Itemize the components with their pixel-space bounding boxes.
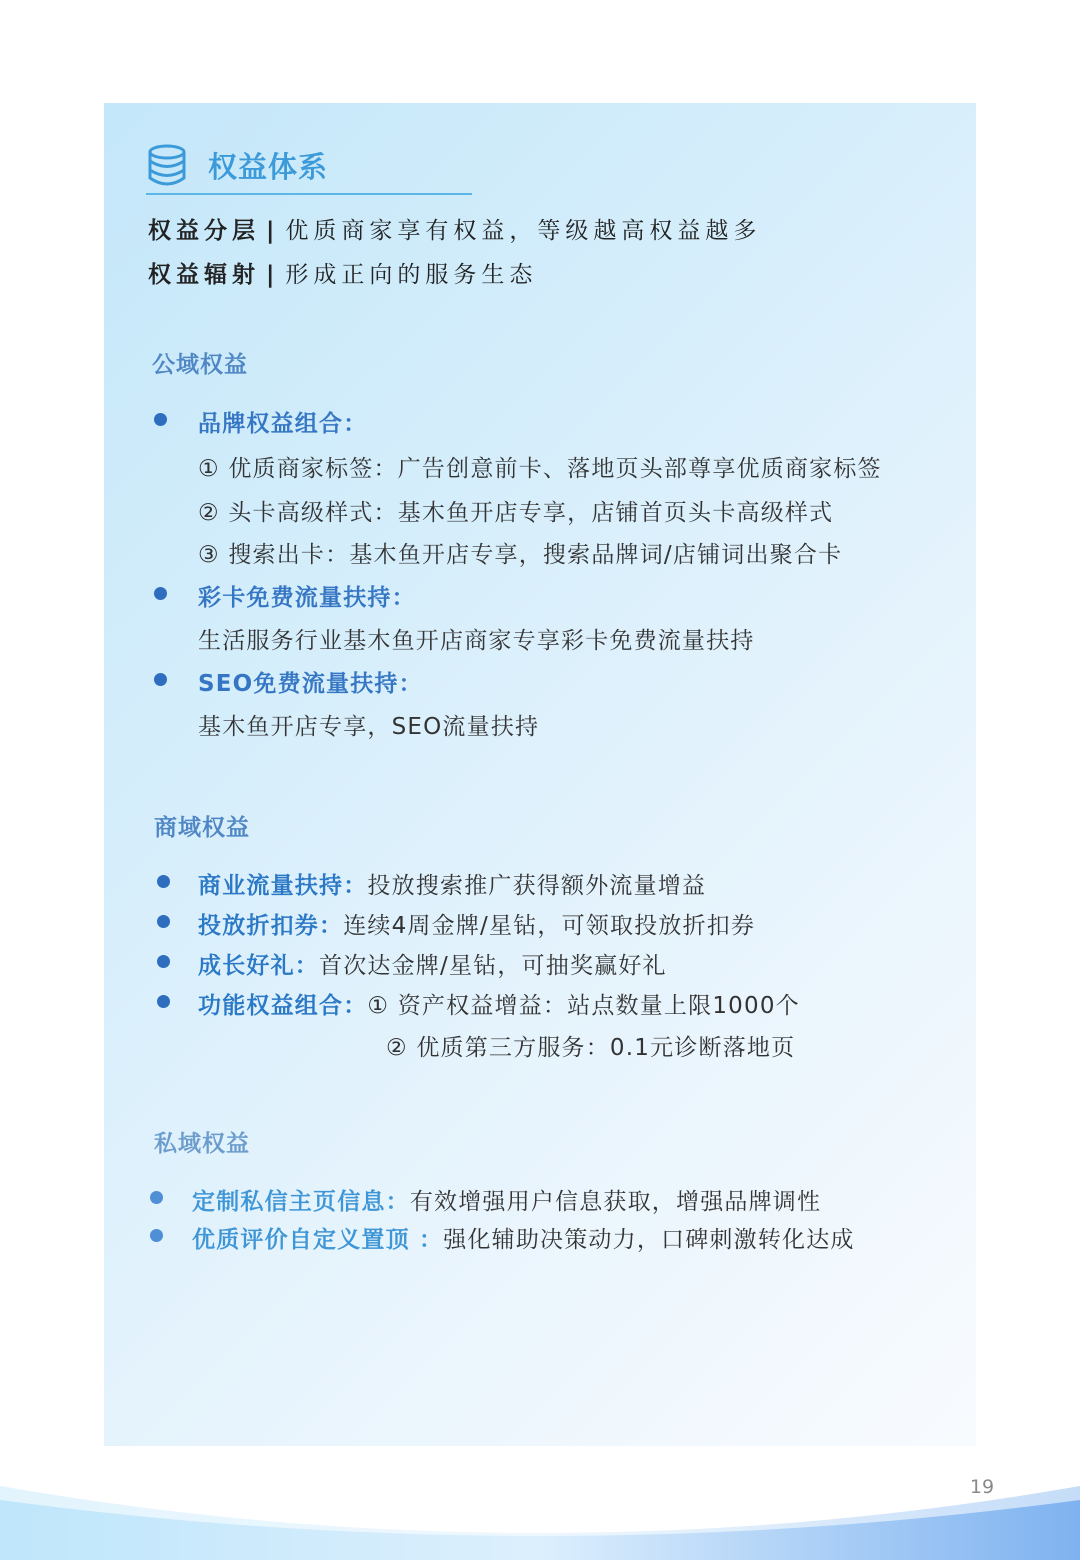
- bullet-icon: [157, 915, 170, 928]
- intro-label: 权益辐射: [148, 262, 260, 288]
- section-title-public: 公域权益: [152, 352, 248, 378]
- intro-text: 优质商家享有权益，等级越高权益越多: [285, 218, 762, 244]
- list-item: [198, 867, 706, 900]
- title-underline: [146, 193, 472, 195]
- list-item-sub: ③ 搜索出卡：基木鱼开店专享，搜索品牌词/店铺词出聚合卡: [198, 542, 843, 568]
- database-icon: [146, 143, 188, 187]
- section-title-commerce: 商域权益: [154, 815, 250, 841]
- intro-text: 形成正向的服务生态: [285, 262, 538, 288]
- list-item-text: 有效增强用户信息获取，增强品牌调性: [409, 1189, 822, 1215]
- list-item-text: 投放搜索推广获得额外流量增益: [367, 873, 707, 899]
- intro-line: [148, 212, 761, 245]
- list-item-label: 商业流量扶持：: [198, 873, 368, 899]
- bullet-icon: [157, 995, 170, 1008]
- list-item: [198, 987, 800, 1020]
- list-item-label: 成长好礼：: [198, 953, 319, 979]
- intro-line: [148, 256, 537, 289]
- bullet-icon: [154, 673, 167, 686]
- intro-label: 权益分层: [148, 218, 260, 244]
- list-item-text: 首次达金牌/星钻，可抽奖赢好礼: [319, 953, 667, 979]
- bullet-icon: [154, 587, 167, 600]
- bullet-icon: [157, 875, 170, 888]
- intro-separator: |: [266, 262, 280, 288]
- section-header: [146, 140, 328, 190]
- list-item-sub: ② 头卡高级样式：基木鱼开店专享，店铺首页头卡高级样式: [198, 500, 834, 526]
- list-item: [198, 907, 755, 940]
- list-item-text: ② 优质第三方服务：0.1元诊断落地页: [386, 1035, 796, 1061]
- list-item-label: 定制私信主页信息：: [192, 1189, 410, 1215]
- list-item-label: 优质评价自定义置顶 ：: [192, 1227, 444, 1253]
- intro-separator: |: [266, 218, 280, 244]
- list-item-text: 强化辅助决策动力，口碑刺激转化达成: [443, 1227, 855, 1253]
- list-item-sub: ① 优质商家标签：广告创意前卡、落地页头部尊享优质商家标签: [198, 456, 882, 482]
- list-item-label: 品牌权益组合：: [198, 411, 368, 437]
- list-item-text: ① 资产权益增益：站点数量上限1000个: [367, 993, 800, 1019]
- bullet-icon: [157, 955, 170, 968]
- list-item: [198, 947, 667, 980]
- bullet-icon: [154, 413, 167, 426]
- list-item: [192, 1221, 855, 1254]
- page-title: 权益体系: [208, 149, 329, 184]
- bullet-icon: [150, 1229, 163, 1242]
- section-title-private: 私域权益: [154, 1131, 250, 1157]
- list-item-label: 彩卡免费流量扶持：: [198, 585, 416, 611]
- list-item-label: SEO免费流量扶持：: [198, 671, 423, 697]
- footer-wave: [0, 1440, 1080, 1560]
- list-item-label: 功能权益组合：: [198, 993, 368, 1019]
- list-item-sub: 基木鱼开店专享，SEO流量扶持: [198, 714, 540, 740]
- bullet-icon: [150, 1191, 163, 1204]
- list-item-sub: 生活服务行业基木鱼开店商家专享彩卡免费流量扶持: [198, 628, 755, 654]
- list-item: [192, 1183, 821, 1216]
- list-item-text: 连续4周金牌/星钻，可领取投放折扣券: [343, 913, 756, 939]
- page-number: 19: [969, 1476, 995, 1498]
- list-item-label: 投放折扣券：: [198, 913, 344, 939]
